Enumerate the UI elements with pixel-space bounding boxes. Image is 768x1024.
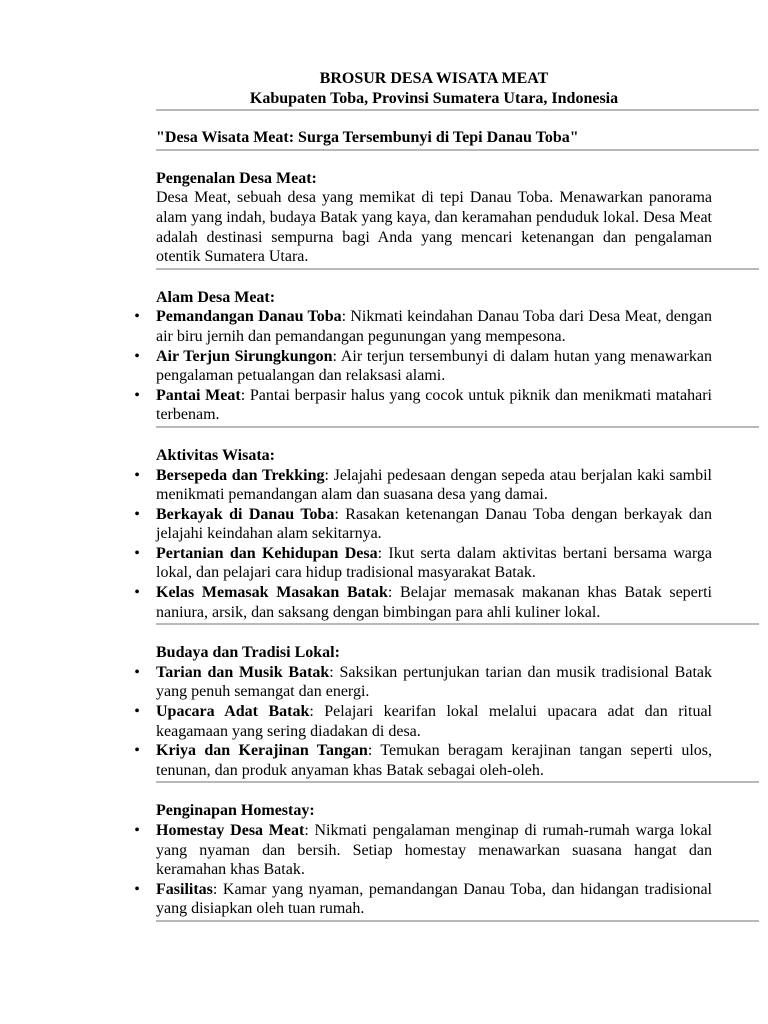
sections-container [134,288,713,922]
list-item [134,880,712,919]
bullet-icon: • [134,466,140,484]
item-description: : Temukan beragam kerajinan tangan seperti ulos, tenunan, dan produk anyaman khas Batak sebagai oleh-oleh. [156,742,713,779]
section-heading: Alam Desa Meat: [156,288,276,306]
item-term: Kriya dan Kerajinan Tangan [156,742,368,760]
list-item [134,347,712,386]
item-description: : Air terjun tersembunyi di dalam hutan yang menawarkan pengalaman petualangan dan relaksasi alami. [156,347,712,385]
item-description: : Belajar memasak makanan khas Batak seperti naniura, arsik, dan saksang dengan bimbingan para ahli kuliner lokal. [156,584,713,621]
item-term: Homestay Desa Meat [156,822,305,839]
bullet-icon: • [134,663,140,681]
brochure-subtitle: Kabupaten Toba, Provinsi Sumatera Utara, Indonesia [249,89,619,107]
item-term: Upacara Adat Batak [156,703,310,721]
list-item [134,583,713,622]
divider [156,268,759,270]
tagline: "Desa Wisata Meat: Surga Tersembunyi di Tepi Danau Toba" [156,129,579,147]
bullet-list [134,663,713,781]
item-description: : Jelajahi pedesaan dengan sepeda atau berjalan kaki sambil menikmati pemandangan alam dan suasana desa yang damai. [156,466,713,504]
intro-heading: Pengenalan Desa Meat: [156,169,317,187]
item-term: Pantai Meat [156,386,241,404]
item-term: Bersepeda dan Trekking [156,466,325,484]
bullet-icon: • [134,584,140,602]
item-term: Pemandangan Danau Toba [156,308,342,326]
item-description: : Ikut serta dalam aktivitas bertani bersama warga lokal, dan pelajari cara hidup tradisional masyarakat Batak. [156,544,712,582]
item-description: : Saksikan pertunjukan tarian dan musik tradisional Batak yang penuh semangat dan energi. [156,663,712,701]
divider [156,109,759,111]
list-item [134,702,712,741]
bullet-icon: • [134,703,140,721]
intro-text: Desa Meat, sebuah desa yang memikat di tepi Danau Toba. Menawarkan panorama alam yang indah, budaya Batak yang kaya, dan keramahan penduduk lokal. Desa Meat adalah destinasi sempurna bagi Anda yang mencari ketenangan dan pengalaman otentik Sumatera Utara. [156,189,712,266]
item-description: : Rasakan ketenangan Danau Toba dengan berkayak dan jelajahi keindahan alam sekitarnya. [156,505,712,543]
divider [156,623,759,625]
bullet-icon: • [134,822,140,839]
section-heading: Budaya dan Tradisi Lokal: [156,644,340,662]
item-term: Tarian dan Musik Batak [156,663,330,681]
list-item [134,466,713,505]
item-description: : Nikmati keindahan Danau Toba dari Desa Meat, dengan air biru jernih dan pemandangan pegunungan yang mempesona. [156,308,712,345]
list-item [134,663,712,702]
item-term: Berkayak di Danau Toba [156,505,335,523]
divider [156,781,759,783]
bullet-icon: • [134,742,140,760]
section-heading: Penginapan Homestay: [156,802,315,820]
bullet-icon: • [134,386,140,404]
divider [156,426,759,428]
list-item [134,505,712,544]
bullet-list [134,821,713,919]
item-description: : Nikmati pengalaman menginap di rumah-rumah warga lokal yang nyaman dan bersih. Setiap homestay menawarkan suasana hangat dan keramahan khas Batak. [156,822,713,879]
section [134,643,713,780]
section [134,288,712,425]
item-description: : Kamar yang nyaman, pemandangan Danau Toba, dan hidangan tradisional yang disiapkan oleh tuan rumah. [156,880,712,918]
brochure-title: BROSUR DESA WISATA MEAT [319,70,549,87]
bullet-icon: • [134,880,140,898]
item-description: : Pantai berpasir halus yang cocok untuk piknik dan menikmati matahari terbenam. [156,386,712,424]
list-item [134,741,713,780]
list-item [134,386,712,425]
intro-section [156,169,712,267]
bullet-list [134,307,712,425]
item-term: Kelas Memasak Masakan Batak [156,584,388,602]
list-item [134,544,712,583]
item-term: Pertanian dan Kehidupan Desa [156,544,378,562]
bullet-list [134,466,713,623]
bullet-icon: • [134,308,140,326]
bullet-icon: • [134,505,140,523]
item-term: Air Terjun Sirungkungon [156,347,333,365]
divider [156,149,759,151]
section-heading: Aktivitas Wisata: [156,446,275,464]
item-description: : Pelajari kearifan lokal melalui upacara adat dan ritual keagamaan yang sering diadakan di desa. [156,703,712,740]
section [134,446,713,622]
item-term: Fasilitas [156,880,213,898]
brochure-page [134,69,713,922]
list-item [134,307,712,346]
section [134,801,713,919]
list-item [134,821,713,880]
divider [156,920,759,922]
brochure-header [156,69,712,108]
bullet-icon: • [134,347,140,365]
bullet-icon: • [134,544,140,562]
